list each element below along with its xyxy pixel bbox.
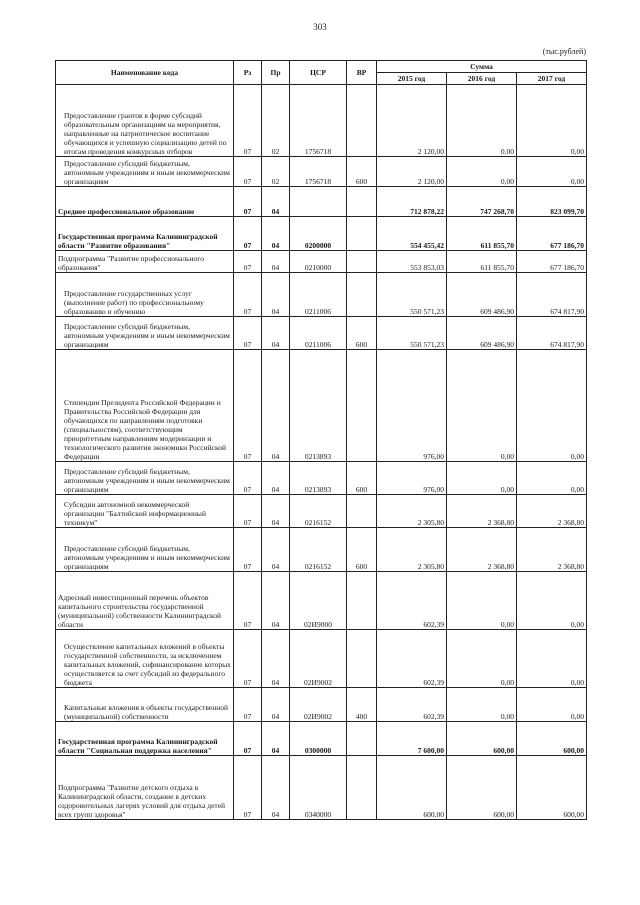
cell-2016: 2 368,80 xyxy=(447,528,517,572)
cell-rz: 07 xyxy=(234,528,262,572)
cell-rz: 07 xyxy=(234,317,262,350)
cell-2017: 677 186,70 xyxy=(517,251,587,273)
budget-table xyxy=(55,60,587,820)
cell-name: Предоставление субсидий бюджетным, автономным учреждениям и иным некоммерческим организациям xyxy=(56,157,234,187)
cell-pr: 04 xyxy=(262,528,290,572)
cell-vr xyxy=(347,350,377,462)
cell-2016: 0,00 xyxy=(447,157,517,187)
cell-2017: 600,00 xyxy=(517,722,587,756)
cell-name: Субсидии автономной некоммерческой организации "Балтийский информационный техникум" xyxy=(56,495,234,528)
cell-2016: 0,00 xyxy=(447,85,517,157)
cell-rz: 07 xyxy=(234,187,262,217)
cell-csr: 0213893 xyxy=(290,350,347,462)
cell-name: Предоставление государственных услуг (выполнение работ) по профессиональному образованию и обучению xyxy=(56,273,234,317)
cell-csr: 0210000 xyxy=(290,251,347,273)
cell-name: Предоставление субсидий бюджетным, автономным учреждениям и иным некоммерческим организациям xyxy=(56,462,234,495)
cell-name: Предоставление субсидий бюджетным, автономным учреждениям и иным некоммерческим организациям xyxy=(56,528,234,572)
table-row xyxy=(56,528,587,572)
cell-rz: 07 xyxy=(234,688,262,722)
cell-csr: 0213893 xyxy=(290,462,347,495)
cell-2016: 0,00 xyxy=(447,462,517,495)
cell-2015: 976,00 xyxy=(377,462,447,495)
cell-2015: 602,39 xyxy=(377,572,447,630)
cell-2017: 600,00 xyxy=(517,756,587,820)
cell-2015: 550 571,23 xyxy=(377,317,447,350)
cell-pr: 04 xyxy=(262,756,290,820)
cell-2015: 2 120,00 xyxy=(377,85,447,157)
cell-vr: 600 xyxy=(347,157,377,187)
cell-vr xyxy=(347,630,377,688)
cell-2017: 0,00 xyxy=(517,462,587,495)
cell-csr xyxy=(290,187,347,217)
cell-vr xyxy=(347,251,377,273)
cell-2015: 550 571,23 xyxy=(377,273,447,317)
cell-vr: 600 xyxy=(347,317,377,350)
header-2017: 2017 год xyxy=(517,73,587,85)
cell-vr xyxy=(347,572,377,630)
cell-rz: 07 xyxy=(234,251,262,273)
cell-pr: 04 xyxy=(262,722,290,756)
cell-rz: 07 xyxy=(234,462,262,495)
cell-pr: 04 xyxy=(262,217,290,251)
cell-2016: 611 855,70 xyxy=(447,217,517,251)
cell-2016: 0,00 xyxy=(447,572,517,630)
cell-rz: 07 xyxy=(234,217,262,251)
units-label: (тыс.рублей) xyxy=(542,47,586,56)
cell-vr xyxy=(347,722,377,756)
page-number: 303 xyxy=(313,22,327,32)
cell-2017: 677 186,70 xyxy=(517,217,587,251)
table-row xyxy=(56,273,587,317)
cell-2017: 0,00 xyxy=(517,630,587,688)
cell-pr: 04 xyxy=(262,187,290,217)
cell-2016: 609 486,90 xyxy=(447,317,517,350)
cell-csr: 02И9002 xyxy=(290,688,347,722)
table-body xyxy=(56,85,587,820)
cell-2017: 674 817,90 xyxy=(517,317,587,350)
cell-2016: 611 855,70 xyxy=(447,251,517,273)
cell-name: Адресный инвестиционный перечень объектов капитального строительства государственной (муниципальной) собственности Калининградской области xyxy=(56,572,234,630)
cell-name: Государственная программа Калининградской области "Социальная поддержка населения" xyxy=(56,722,234,756)
cell-pr: 04 xyxy=(262,251,290,273)
cell-2015: 554 455,42 xyxy=(377,217,447,251)
cell-csr: 02И9000 xyxy=(290,572,347,630)
cell-rz: 07 xyxy=(234,722,262,756)
cell-pr: 04 xyxy=(262,630,290,688)
table-row xyxy=(56,572,587,630)
cell-2016: 609 486,90 xyxy=(447,273,517,317)
cell-vr xyxy=(347,756,377,820)
cell-2017: 2 368,80 xyxy=(517,528,587,572)
table-row xyxy=(56,251,587,273)
table-row xyxy=(56,630,587,688)
cell-rz: 07 xyxy=(234,157,262,187)
cell-2016: 0,00 xyxy=(447,350,517,462)
cell-2015: 976,00 xyxy=(377,350,447,462)
cell-rz: 07 xyxy=(234,495,262,528)
cell-vr: 600 xyxy=(347,462,377,495)
cell-pr: 04 xyxy=(262,688,290,722)
cell-2017: 823 099,70 xyxy=(517,187,587,217)
header-2015: 2015 год xyxy=(377,73,447,85)
cell-name: Предоставление грантов в форме субсидий образовательным организациям на мероприятия, направленные на патриотическое воспитание обучающихся и успешную социализацию детей по итогам проведения конкурсных отборов xyxy=(56,85,234,157)
table-row xyxy=(56,187,587,217)
cell-2017: 0,00 xyxy=(517,688,587,722)
table-row xyxy=(56,85,587,157)
cell-vr xyxy=(347,85,377,157)
cell-rz: 07 xyxy=(234,85,262,157)
table-row xyxy=(56,350,587,462)
cell-2015: 602,39 xyxy=(377,688,447,722)
cell-2017: 2 368,80 xyxy=(517,495,587,528)
cell-name: Государственная программа Калининградской области "Развитие образования" xyxy=(56,217,234,251)
cell-rz: 07 xyxy=(234,572,262,630)
cell-2015: 553 853,03 xyxy=(377,251,447,273)
cell-pr: 02 xyxy=(262,157,290,187)
cell-csr: 02И9002 xyxy=(290,630,347,688)
cell-csr: 0216152 xyxy=(290,528,347,572)
cell-rz: 07 xyxy=(234,350,262,462)
cell-vr xyxy=(347,495,377,528)
header-pr: Пр xyxy=(262,61,290,85)
cell-2017: 0,00 xyxy=(517,572,587,630)
cell-2016: 600,00 xyxy=(447,722,517,756)
cell-2015: 602,39 xyxy=(377,630,447,688)
table-row xyxy=(56,722,587,756)
cell-2017: 674 817,90 xyxy=(517,273,587,317)
cell-pr: 04 xyxy=(262,462,290,495)
cell-pr: 02 xyxy=(262,85,290,157)
cell-vr: 600 xyxy=(347,528,377,572)
header-vr: ВР xyxy=(347,61,377,85)
cell-csr: 0200000 xyxy=(290,217,347,251)
cell-name: Капитальные вложения в объекты государственной (муниципальной) собственности xyxy=(56,688,234,722)
table-row xyxy=(56,756,587,820)
cell-csr: 1756718 xyxy=(290,85,347,157)
header-sum: Сумма xyxy=(377,61,587,73)
table-row xyxy=(56,495,587,528)
cell-2015: 600,00 xyxy=(377,756,447,820)
cell-vr: 400 xyxy=(347,688,377,722)
table-row xyxy=(56,462,587,495)
cell-name: Подпрограмма "Развитие детского отдыха в Калининградской области, создание в детских оздоровительных лагерях условий для отдыха детей всех групп здоровья" xyxy=(56,756,234,820)
cell-2015: 2 120,00 xyxy=(377,157,447,187)
cell-rz: 07 xyxy=(234,273,262,317)
cell-vr xyxy=(347,187,377,217)
cell-pr: 04 xyxy=(262,495,290,528)
header-csr: ЦСР xyxy=(290,61,347,85)
table-row xyxy=(56,217,587,251)
cell-2015: 7 600,00 xyxy=(377,722,447,756)
cell-csr: 1756718 xyxy=(290,157,347,187)
cell-2017: 0,00 xyxy=(517,157,587,187)
cell-2015: 2 305,80 xyxy=(377,495,447,528)
cell-2016: 600,00 xyxy=(447,756,517,820)
cell-2017: 0,00 xyxy=(517,85,587,157)
header-rz: Рз xyxy=(234,61,262,85)
table-row xyxy=(56,317,587,350)
cell-name: Осуществление капитальных вложений в объекты государственной собственности, за исключением капитальных вложений, софинансирование которых осуществляется за счет субсидий из федерального бюджета xyxy=(56,630,234,688)
cell-vr xyxy=(347,217,377,251)
cell-2015: 712 878,22 xyxy=(377,187,447,217)
cell-rz: 07 xyxy=(234,630,262,688)
table-row xyxy=(56,157,587,187)
cell-2015: 2 305,80 xyxy=(377,528,447,572)
cell-csr: 0340000 xyxy=(290,756,347,820)
cell-2016: 0,00 xyxy=(447,630,517,688)
header-2016: 2016 год xyxy=(447,73,517,85)
cell-pr: 04 xyxy=(262,317,290,350)
cell-csr: 0211006 xyxy=(290,273,347,317)
cell-csr: 0300000 xyxy=(290,722,347,756)
cell-csr: 0211006 xyxy=(290,317,347,350)
cell-2016: 0,00 xyxy=(447,688,517,722)
cell-2016: 747 268,70 xyxy=(447,187,517,217)
cell-pr: 04 xyxy=(262,350,290,462)
cell-pr: 04 xyxy=(262,572,290,630)
cell-csr: 0216152 xyxy=(290,495,347,528)
cell-2017: 0,00 xyxy=(517,350,587,462)
cell-pr: 04 xyxy=(262,273,290,317)
header-name: Наименование кода xyxy=(56,61,234,85)
cell-name: Среднее профессиональное образование xyxy=(56,187,234,217)
cell-name: Подпрограмма "Развитие профессионального образования" xyxy=(56,251,234,273)
cell-rz: 07 xyxy=(234,756,262,820)
cell-name: Стипендии Президента Российской Федерации и Правительства Российской Федерации для обучающихся по направлениям подготовки (специальностям), соответствующим приоритетным направлениям модернизации и технологического развития экономики Российской Федерации xyxy=(56,350,234,462)
cell-vr xyxy=(347,273,377,317)
cell-name: Предоставление субсидий бюджетным, автономным учреждениям и иным некоммерческим организациям xyxy=(56,317,234,350)
cell-2016: 2 368,80 xyxy=(447,495,517,528)
table-row xyxy=(56,688,587,722)
